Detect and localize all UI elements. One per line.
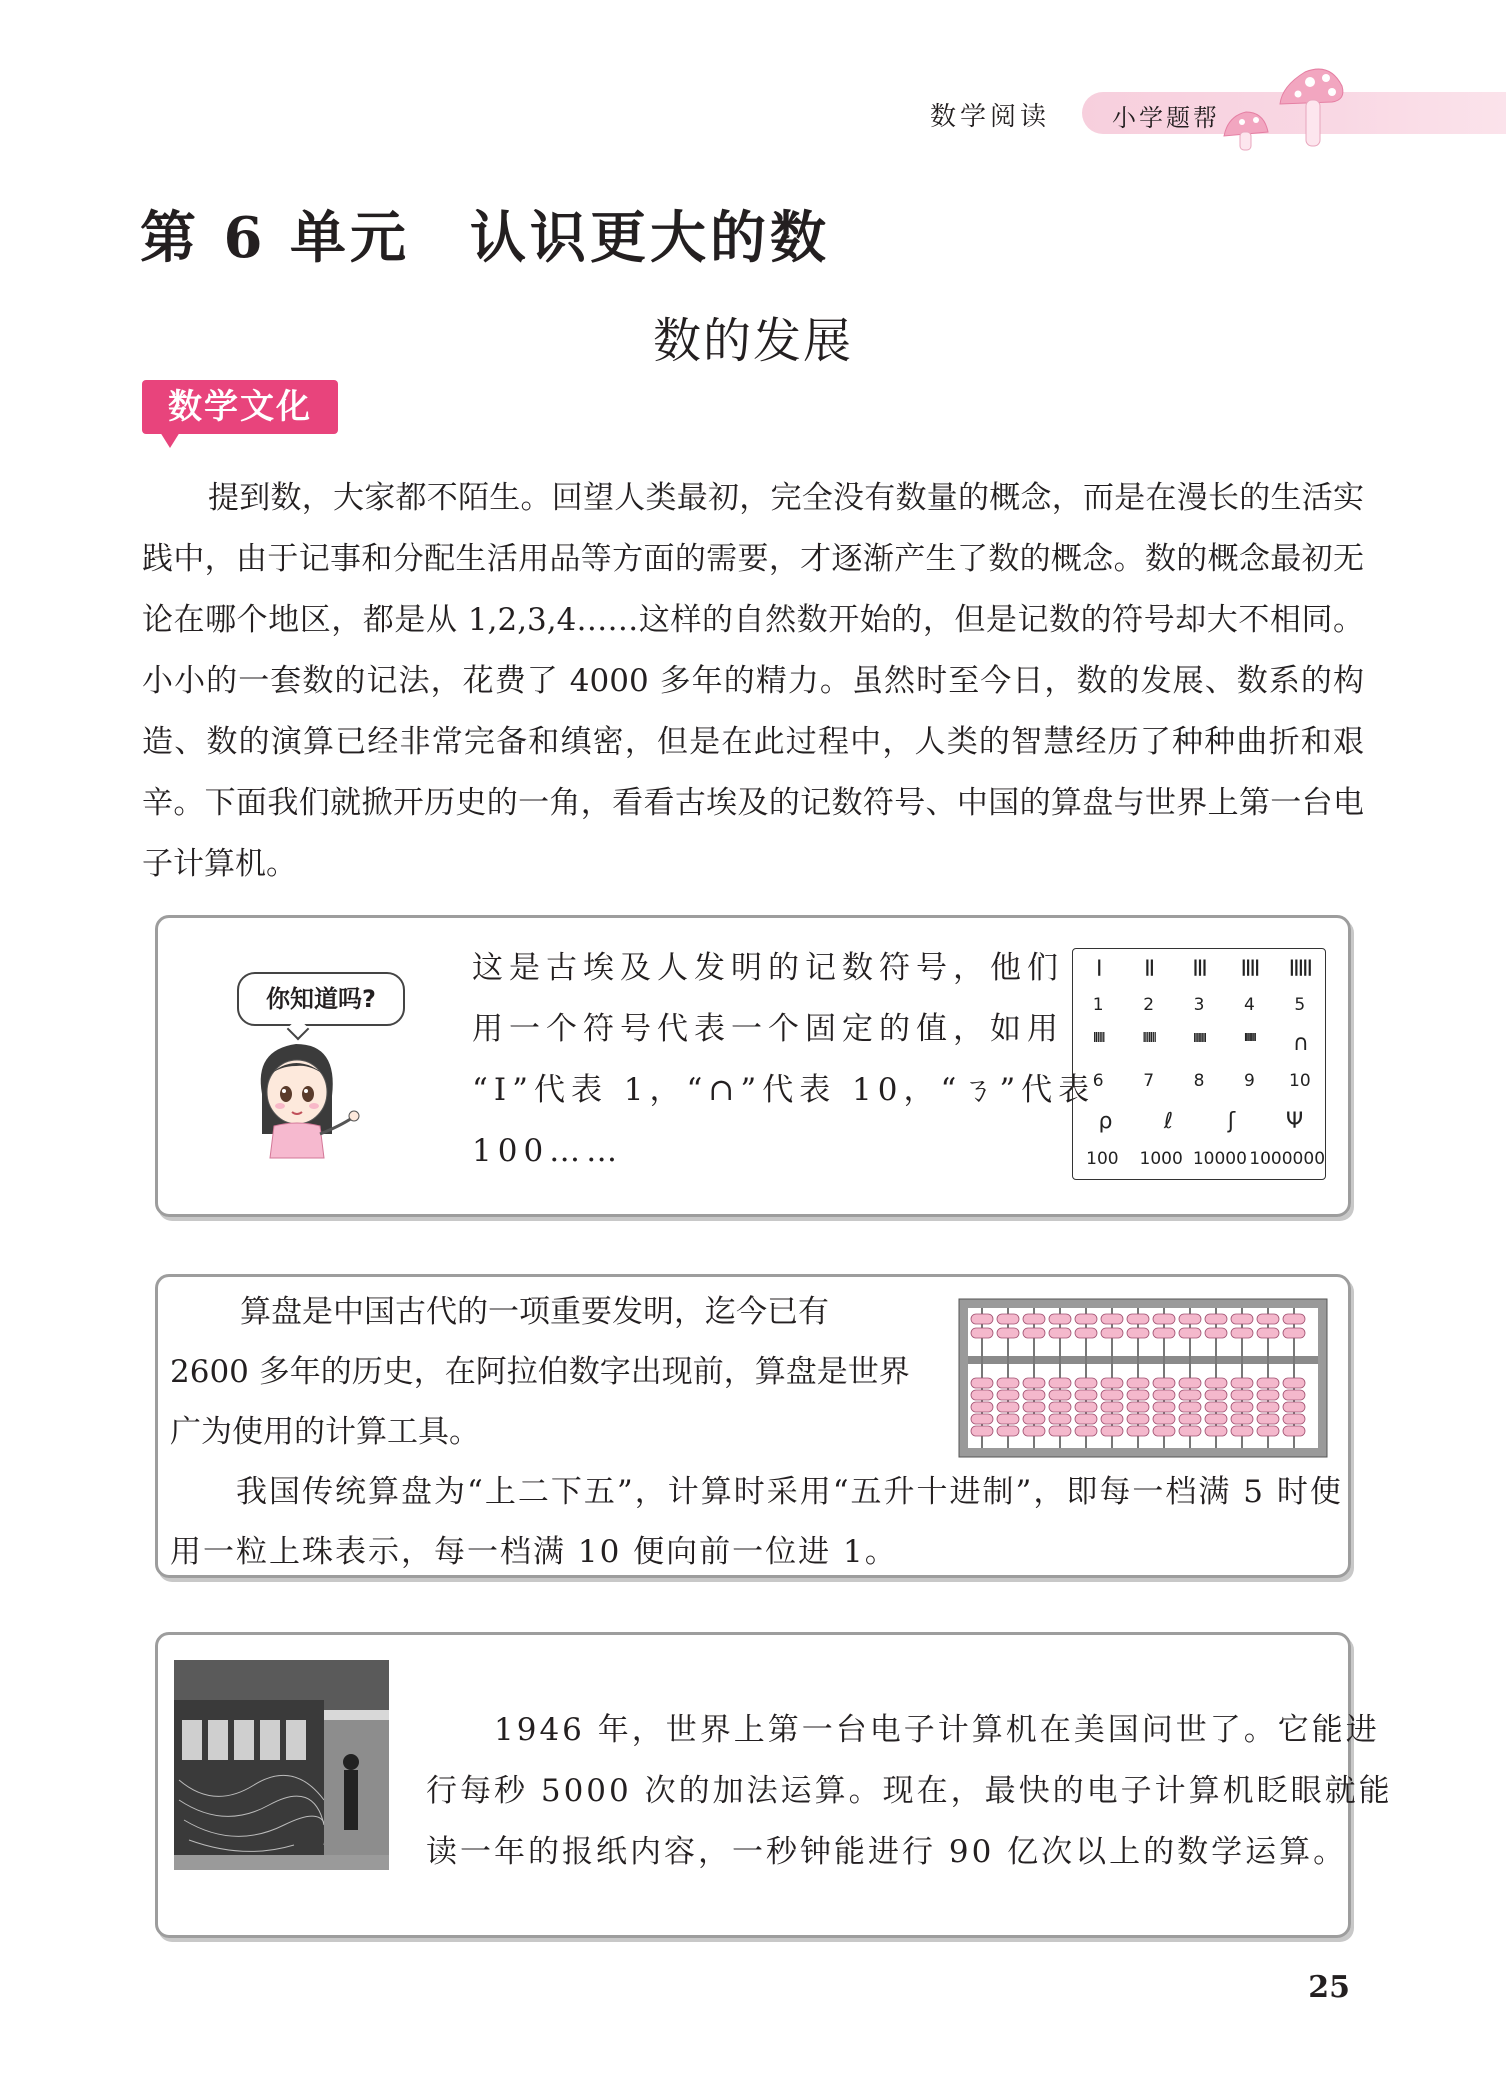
numeral-value: 100	[1086, 1149, 1119, 1169]
numeral-value: 6	[1092, 1071, 1104, 1091]
numeral-symbol: ΙΙΙΙΙ	[1288, 957, 1312, 982]
abacus-bead	[1257, 1378, 1279, 1388]
abacus-bead	[1127, 1414, 1149, 1424]
abacus-description	[170, 1282, 920, 1462]
abacus-bead	[971, 1328, 993, 1338]
abacus-bead	[1127, 1328, 1149, 1338]
abacus-bead	[1179, 1426, 1201, 1436]
abacus-bead	[971, 1402, 993, 1412]
abacus-bead	[1023, 1414, 1045, 1424]
numeral-value: 1000	[1139, 1149, 1183, 1169]
numeral-symbol-row	[1073, 1031, 1325, 1056]
abacus-bead	[1101, 1414, 1123, 1424]
abacus-bead	[1049, 1378, 1071, 1388]
abacus-bead	[1101, 1426, 1123, 1436]
numeral-value: 1000000	[1249, 1149, 1326, 1169]
abacus-bead	[1205, 1426, 1227, 1436]
abacus-bead	[1101, 1390, 1123, 1400]
abacus-bead	[1205, 1378, 1227, 1388]
abacus-bead	[1101, 1378, 1123, 1388]
computer-description-line: 1946 年，世界上第一台电子计算机在美国问世了。它能进	[426, 1712, 1380, 1748]
abacus-bead	[1205, 1402, 1227, 1412]
numeral-value: 10	[1289, 1071, 1311, 1091]
abacus-bead	[1023, 1390, 1045, 1400]
unit-title: 第 6 单元 认识更大的数	[140, 205, 830, 271]
numeral-symbol: ρ	[1098, 1109, 1111, 1134]
numeral-symbol: ʃ	[1227, 1109, 1234, 1134]
abacus-bead	[1257, 1414, 1279, 1424]
speech-bubble: 你知道吗?	[237, 972, 405, 1026]
abacus-bead	[1179, 1414, 1201, 1424]
abacus-bead	[1127, 1390, 1149, 1400]
abacus-bead	[1049, 1314, 1071, 1324]
abacus-bead	[1075, 1314, 1097, 1324]
abacus-bead	[1257, 1426, 1279, 1436]
egyptian-description-line: 100……	[472, 1133, 624, 1169]
abacus-bead	[1049, 1402, 1071, 1412]
page-number: 25	[1308, 1970, 1350, 2005]
computer-description-line: 读一年的报纸内容，一秒钟能进行 90 亿次以上的数学运算。	[426, 1834, 1348, 1870]
abacus-bead	[971, 1414, 993, 1424]
abacus-bead	[1179, 1402, 1201, 1412]
abacus-bead	[1283, 1378, 1305, 1388]
abacus-bead	[1153, 1426, 1175, 1436]
abacus-bead	[1127, 1402, 1149, 1412]
abacus-bead	[1153, 1402, 1175, 1412]
abacus-bead	[1153, 1414, 1175, 1424]
abacus-icon	[958, 1298, 1328, 1458]
header-series-label: 小学题帮	[1112, 104, 1220, 132]
mushroom-icon	[1220, 56, 1350, 156]
abacus-bead	[1075, 1328, 1097, 1338]
abacus-bead	[1153, 1328, 1175, 1338]
abacus-bead	[1153, 1314, 1175, 1324]
abacus-bead	[1257, 1328, 1279, 1338]
abacus-bead	[1283, 1328, 1305, 1338]
numeral-symbol: ΙΙΙΙ	[1240, 957, 1259, 982]
header-section-label: 数学阅读	[930, 102, 1051, 132]
abacus-bead	[997, 1426, 1019, 1436]
abacus-bead	[1231, 1414, 1253, 1424]
numeral-symbol: ℓ	[1163, 1109, 1172, 1134]
egyptian-numeral-table	[1072, 948, 1326, 1180]
abacus-bead	[1205, 1314, 1227, 1324]
abacus-bead	[1023, 1402, 1045, 1412]
abacus-bead	[1257, 1314, 1279, 1324]
abacus-description-line: 2600 多年的历史，在阿拉伯数字出现前，算盘是世界	[170, 1354, 910, 1390]
abacus-bead	[1283, 1414, 1305, 1424]
girl-illustration-icon	[240, 1030, 370, 1160]
abacus-bead	[1101, 1314, 1123, 1324]
abacus-bead	[1231, 1328, 1253, 1338]
numeral-symbol: ΙΙΙΙΙΙ	[1092, 1031, 1104, 1046]
abacus-bead	[1075, 1378, 1097, 1388]
abacus-bead	[1075, 1390, 1097, 1400]
abacus-bead	[1101, 1402, 1123, 1412]
abacus-bead	[1101, 1328, 1123, 1338]
abacus-bead	[1127, 1378, 1149, 1388]
abacus-bead	[1179, 1390, 1201, 1400]
abacus-bead	[1127, 1314, 1149, 1324]
abacus-bead	[1075, 1426, 1097, 1436]
abacus-bead	[997, 1402, 1019, 1412]
abacus-bead	[1283, 1426, 1305, 1436]
computer-description-line: 行每秒 5000 次的加法运算。现在，最快的电子计算机眨眼就能	[426, 1773, 1393, 1809]
abacus-rule-line: 用一粒上珠表示，每一档满 10 便向前一位进 1。	[170, 1534, 898, 1570]
egyptian-description-line: 用一个符号代表一个固定的值，如用	[472, 1011, 1064, 1047]
abacus-bead	[997, 1328, 1019, 1338]
abacus-bead	[1023, 1328, 1045, 1338]
abacus-bead	[1205, 1390, 1227, 1400]
abacus-bead	[1257, 1390, 1279, 1400]
abacus-bead	[1205, 1414, 1227, 1424]
abacus-bead	[1023, 1314, 1045, 1324]
abacus-bead	[997, 1378, 1019, 1388]
numeral-value: 8	[1193, 1071, 1205, 1091]
numeral-value: 4	[1244, 995, 1255, 1015]
egyptian-description-line: “Ι”代表 1，“∩”代表 10，“ㄋ”代表	[472, 1072, 1096, 1108]
abacus-bead	[1231, 1402, 1253, 1412]
numeral-value-row	[1073, 1071, 1325, 1091]
abacus-bead	[1023, 1378, 1045, 1388]
numeral-value: 9	[1244, 1071, 1255, 1091]
abacus-bead	[997, 1390, 1019, 1400]
abacus-bead	[1179, 1314, 1201, 1324]
egyptian-description	[472, 938, 1096, 1182]
numeral-symbol: ∩	[1292, 1031, 1307, 1056]
abacus-bead	[1257, 1402, 1279, 1412]
abacus-bead	[1153, 1378, 1175, 1388]
section-tag-tail	[160, 432, 180, 448]
abacus-description-line: 算盘是中国古代的一项重要发明，迄今已有	[240, 1294, 829, 1330]
abacus-bead	[1049, 1426, 1071, 1436]
abacus-rule-text	[170, 1462, 1343, 1582]
numeral-symbol: ΙΙΙΙΙΙΙΙ	[1192, 1031, 1206, 1045]
abacus-bead	[1283, 1390, 1305, 1400]
egyptian-description-line: 这是古埃及人发明的记数符号，他们	[472, 950, 1064, 986]
numeral-value: 2	[1143, 995, 1155, 1015]
abacus-bead	[971, 1314, 993, 1324]
numeral-value-row	[1073, 1149, 1325, 1169]
abacus-bead	[997, 1314, 1019, 1324]
numeral-symbol: ΙΙΙΙΙΙΙ	[1142, 1031, 1156, 1046]
abacus-bead	[1127, 1426, 1149, 1436]
numeral-symbol: ΙΙΙ	[1192, 957, 1206, 982]
computer-description	[426, 1700, 1393, 1883]
abacus-bead	[1179, 1378, 1201, 1388]
abacus-bead	[1153, 1390, 1175, 1400]
abacus-bead	[971, 1378, 993, 1388]
abacus-bead	[1231, 1426, 1253, 1436]
abacus-bead	[1049, 1390, 1071, 1400]
abacus-bead	[1023, 1426, 1045, 1436]
numeral-symbol: Ψ	[1285, 1109, 1302, 1134]
abacus-bead	[1075, 1414, 1097, 1424]
numeral-value-row	[1073, 995, 1325, 1015]
abacus-bead	[1231, 1390, 1253, 1400]
intro-paragraph: 提到数，大家都不陌生。回望人类最初，完全没有数量的概念，而是在漫长的生活实践中，由于记事和分配生活用品等方面的需要，才逐渐产生了数的概念。数的概念最初无论在哪个地区，都是从 1,2,3,4……这样的自然数开始的，但是记数的符号却大不相同。小小的一套数的记法，花费了 4000 多年的精力。虽然时至今日，数的发展、数系的构造、数的演算已经非常完备和缜密，但是在此过程中，人类的智慧经历了种种曲折和艰辛。下面我们就掀开历史的一角，看看古埃及的记数符号、中国的算盘与世界上第一台电子计算机。	[142, 480, 1364, 882]
section-tag: 数学文化	[142, 380, 338, 434]
abacus-bead	[1075, 1402, 1097, 1412]
abacus-bead	[971, 1390, 993, 1400]
abacus-bead	[1179, 1328, 1201, 1338]
lesson-title: 数的发展	[652, 313, 853, 369]
abacus-bead	[971, 1426, 993, 1436]
numeral-value: 3	[1193, 995, 1205, 1015]
abacus-bead	[1049, 1328, 1071, 1338]
abacus-bead	[1231, 1378, 1253, 1388]
abacus-bead	[1205, 1328, 1227, 1338]
eniac-photo-icon	[174, 1660, 389, 1870]
numeral-value: 7	[1143, 1071, 1155, 1091]
abacus-bead	[1283, 1402, 1305, 1412]
numeral-symbol: Ι	[1095, 957, 1101, 982]
abacus-bead	[997, 1414, 1019, 1424]
numeral-symbol-row	[1073, 957, 1325, 982]
abacus-bead	[1231, 1314, 1253, 1324]
numeral-symbol: ΙΙ	[1144, 957, 1154, 982]
abacus-rule-line: 我国传统算盘为“上二下五”，计算时采用“五升十进制”，即每一档满 5 时使	[170, 1474, 1343, 1510]
numeral-symbol: ΙΙΙΙΙΙΙΙΙ	[1243, 1031, 1256, 1044]
numeral-value: 1	[1092, 995, 1104, 1015]
abacus-bead	[1049, 1414, 1071, 1424]
numeral-symbol-row	[1073, 1109, 1325, 1134]
abacus-description-line: 广为使用的计算工具。	[170, 1414, 480, 1450]
numeral-value: 10000	[1192, 1149, 1247, 1169]
numeral-value: 5	[1294, 995, 1306, 1015]
abacus-bead	[1283, 1314, 1305, 1324]
